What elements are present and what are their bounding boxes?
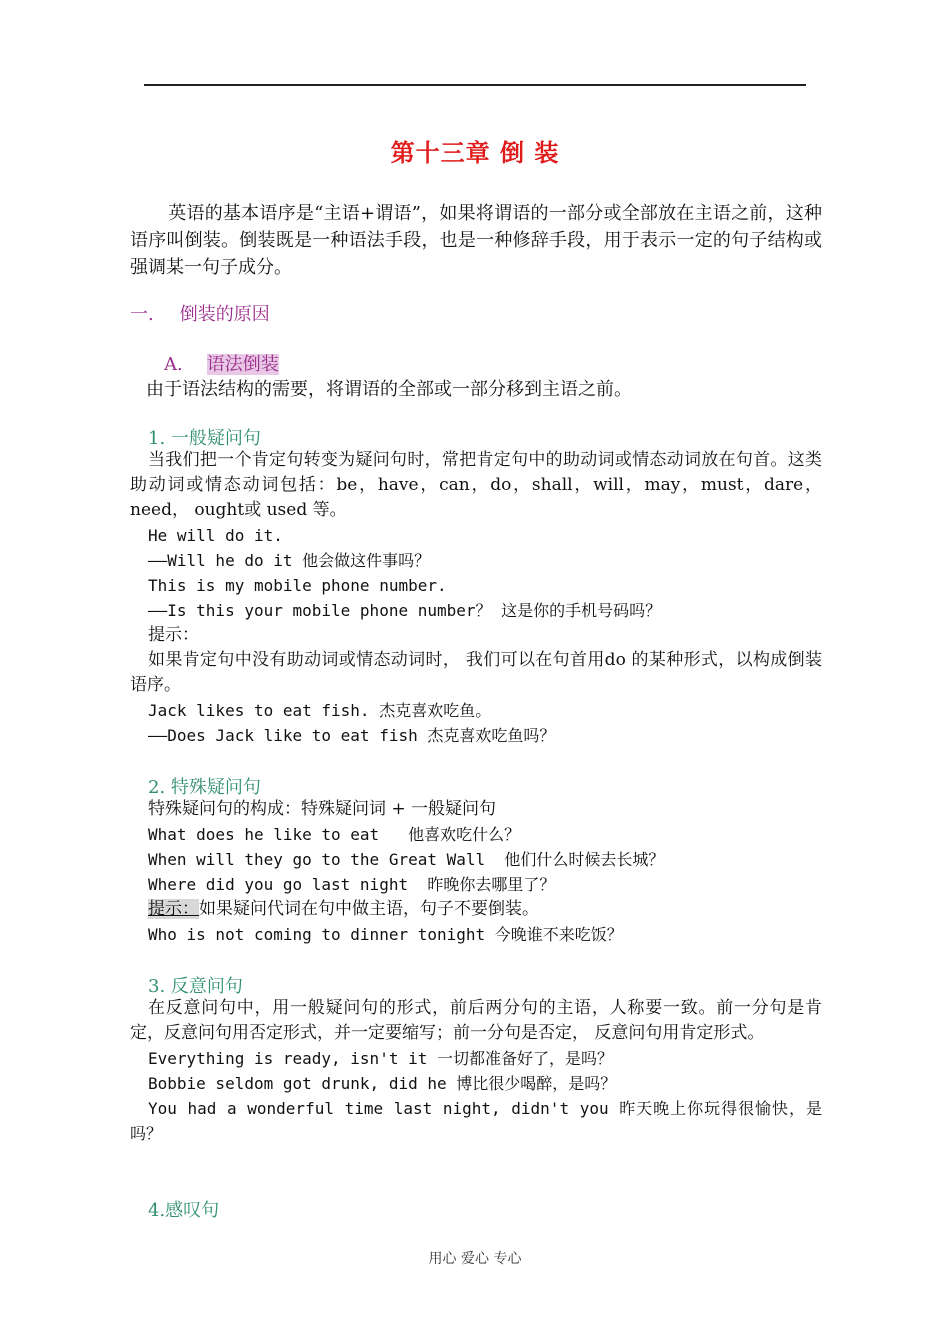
section1-heading: 一. 倒装的原因 bbox=[130, 304, 270, 325]
tip-line bbox=[130, 897, 822, 922]
tip-text: 如果肯定句中没有助动词或情态动词时， 我们可以在句首用do 的某种形式，以构成倒装语序。 bbox=[130, 650, 822, 695]
example-line: Where did you go last night 昨晚你去哪里了？ bbox=[148, 875, 556, 894]
example-line: Jack likes to eat fish. 杰克喜欢吃鱼。 bbox=[148, 701, 492, 720]
example-line: What does he like to eat 他喜欢吃什么？ bbox=[148, 825, 521, 844]
part3-body bbox=[130, 996, 822, 1146]
part3-heading: 3. 反意问句 bbox=[148, 976, 243, 997]
page-footer: 用心 爱心 专心 bbox=[428, 1251, 522, 1267]
tip-label: 提示： bbox=[148, 625, 199, 645]
example-line: When will they go to the Great Wall 他们什么时候去长城？ bbox=[148, 850, 665, 869]
intro-paragraph bbox=[130, 200, 822, 281]
example-line: Everything is ready, isn't it 一切都准备好了，是吗？ bbox=[148, 1049, 613, 1068]
subsection-a-heading: A. 语法倒装 bbox=[164, 354, 279, 375]
part1-text: 当我们把一个肯定句转变为疑问句时，常把肯定句中的助动词或情态动词放在句首。这类助动词或情态动词包括：be，have，can，do，shall，will，may，must，dare， need， ought或 used 等。 bbox=[130, 450, 822, 520]
part2-heading: 2. 特殊疑问句 bbox=[148, 777, 261, 798]
example-line: ——Will he do it 他会做这件事吗？ bbox=[148, 551, 431, 570]
example-line: He will do it. bbox=[148, 526, 283, 545]
header-rule bbox=[144, 84, 806, 86]
part2-body bbox=[130, 797, 822, 947]
example-line: Bobbie seldom got drunk, did he 博比很少喝醉，是吗？ bbox=[148, 1074, 617, 1093]
example-line: ——Is this your mobile phone number？ 这是你的手机号码吗？ bbox=[148, 601, 662, 620]
highlighted-term: 语法倒装 bbox=[206, 354, 279, 375]
example-line: Who is not coming to dinner tonight 今晚谁不来吃饭？ bbox=[148, 925, 623, 944]
subsection-a-desc: 由于语法结构的需要，将谓语的全部或一部分移到主语之前。 bbox=[146, 379, 632, 400]
tip-label: 提示： bbox=[148, 899, 199, 919]
example-line: ——Does Jack like to eat fish 杰克喜欢吃鱼吗？ bbox=[148, 726, 556, 745]
part2-text: 特殊疑问句的构成：特殊疑问词 + 一般疑问句 bbox=[148, 799, 497, 819]
chapter-title: 第十三章 倒 装 bbox=[390, 138, 560, 167]
part4-heading: 4.感叹句 bbox=[148, 1200, 220, 1221]
intro-text: 英语的基本语序是“主语+谓语”，如果将谓语的一部分或全部放在主语之前，这种语序叫倒装。倒装既是一种语法手段，也是一种修辞手段，用于表示一定的句子结构或强调某一句子成分。 bbox=[130, 203, 822, 278]
example-line: This is my mobile phone number. bbox=[148, 576, 447, 595]
part3-text: 在反意问句中，用一般疑问句的形式，前后两分句的主语，人称要一致。前一分句是肯定，反意问句用否定形式，并一定要缩写；前一分句是否定， 反意问句用肯定形式。 bbox=[130, 998, 822, 1043]
example-line: You had a wonderful time last night, didn't you 昨天晚上你玩得很愉快，是吗？ bbox=[130, 1099, 822, 1143]
tip-text: 如果疑问代词在句中做主语，句子不要倒装。 bbox=[199, 899, 539, 919]
part1-body bbox=[130, 448, 822, 748]
part1-heading: 1. 一般疑问句 bbox=[148, 428, 261, 449]
